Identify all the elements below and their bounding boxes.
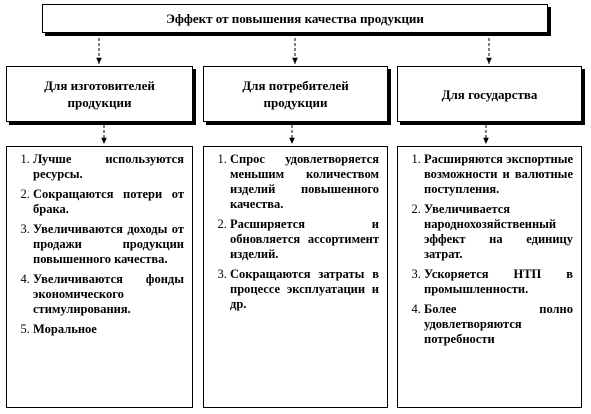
list-box-consumers xyxy=(203,146,388,408)
list-item: 2. Расширяется и обновляется ассортимент изделий. xyxy=(230,217,379,262)
list-item: 1. Спрос удовлетворяется меньшим количеством изделий повышенного качества. xyxy=(230,152,379,212)
list-item: 1. Расширяются экспортные возможности и валютные поступления. xyxy=(424,152,573,197)
column-heading-consumers: Для потребителей продукции xyxy=(203,66,388,122)
list-producers xyxy=(13,152,184,337)
diagram-title: Эффект от повышения качества продукции xyxy=(42,4,548,33)
column-heading-state: Для государства xyxy=(397,66,582,122)
list-state xyxy=(404,152,573,347)
list-item: 3. Сокращаются затраты в процессе эксплуатации и др. xyxy=(230,267,379,312)
list-consumers xyxy=(210,152,379,312)
list-item: 2. Увеличивается народнохозяйственный эффект на единицу затрат. xyxy=(424,202,573,262)
list-item: 4. Увеличиваются фонды экономического стимулирования. xyxy=(33,272,184,317)
list-item: 1. Лучше используются ресурсы. xyxy=(33,152,184,182)
list-item: 3. Увеличиваются доходы от продажи продукции повышенного качества. xyxy=(33,222,184,267)
list-box-state xyxy=(397,146,582,408)
list-item: 5. Моральное xyxy=(33,322,184,337)
list-box-producers xyxy=(6,146,193,408)
list-item: 4. Более полно удовлетворяются потребности xyxy=(424,302,573,347)
column-heading-producers: Для изготовителей продукции xyxy=(6,66,193,122)
list-item: 3. Ускоряется НТП в промышленности. xyxy=(424,267,573,297)
list-item: 2. Сокращаются потери от брака. xyxy=(33,187,184,217)
